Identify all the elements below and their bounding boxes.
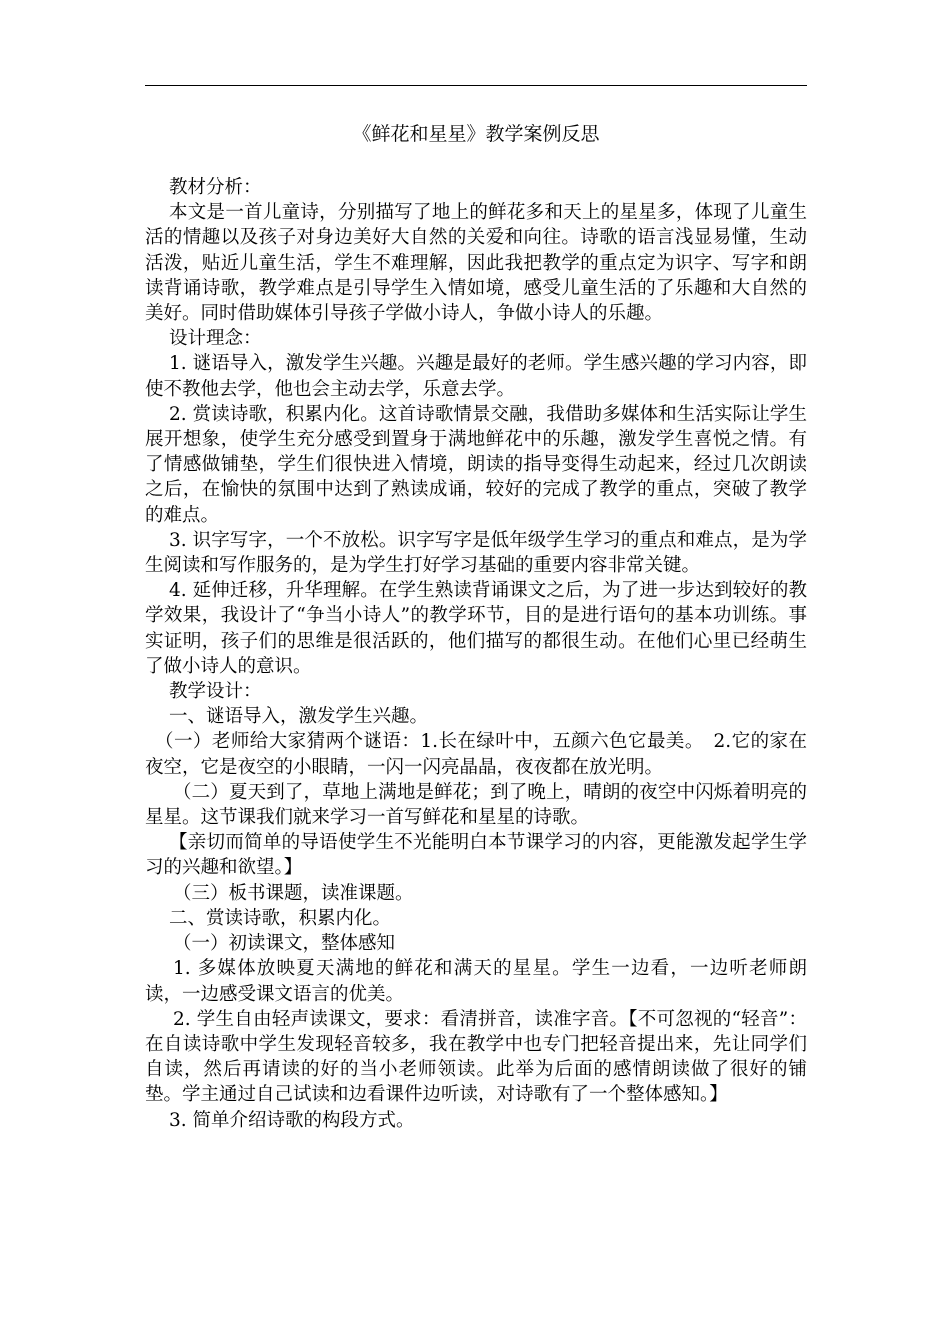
subheading-riddle-intro: 一、谜语导入，激发学生兴趣。 [169,706,429,728]
paragraph-step-3: 3. 简单介绍诗歌的构段方式。 [169,1109,415,1131]
document-title: 《鲜花和星星》教学案例反思 [352,123,600,145]
section-heading-material-analysis: 教材分析： [169,177,262,198]
header-rule [145,85,807,86]
paragraph-step-2: 2. 学生自由轻声读课文，要求：看清拼音，读准字音。【不可忽视的“轻音”：在自读诗歌中学生发现轻音较多，我在教学中也专门把轻音提出来，先让同学们自读，然后再请读的好的当小老师领读。此举为后面的感情朗读做了很好的铺垫。学主通过自己试读和边看课件边听读，对诗歌有了一个整体感知。】 [145,1008,807,1106]
subheading-first-reading: （一）初读课文，整体感知 [173,933,396,955]
document-body [145,175,807,1133]
paragraph-material-analysis: 本文是一首儿童诗，分别描写了地上的鲜花多和天上的星星多，体现了儿童生活的情趣以及孩子对身边美好大自然的关爱和向往。诗歌的语言浅显易懂，生动活泼，贴近儿童生活，学生不难理解，因此我把教学的重点定为识字、写字和朗读背诵诗歌，教学难点是引导学生入情如境，感受儿童生活的了乐趣和大自然的美好。同时借助媒体引导孩子学做小诗人，争做小诗人的乐趣。 [145,202,807,325]
paragraph-concept-1: 1. 谜语导入，激发学生兴趣。兴趣是最好的老师。学生感兴趣的学习内容，即使不教他去学，他也会主动去学，乐意去学。 [145,353,807,400]
section-heading-teaching-design: 教学设计： [169,681,262,703]
paragraph-concept-2: 2. 赏读诗歌，积累内化。这首诗歌情景交融，我借助多媒体和生活实际让学生展开想象，使学生充分感受到置身于满地鲜花中的乐趣，激发学生喜悦之情。有了情感做铺垫，学生们很快进入情境，朗读的指导变得生动起来，经过几次朗读之后，在愉快的氛围中达到了熟读成诵，较好的完成了教学的重点，突破了教学的难点。 [145,403,807,526]
section-heading-design-concept: 设计理念： [169,328,262,350]
paragraph-concept-4: 4. 延伸迁移，升华理解。在学生熟读背诵课文之后，为了进一步达到较好的教学效果，我设计了“争当小诗人”的教学环节，目的是进行语句的基本功训练。事实证明，孩子们的思维是很活跃的，他们描写的都很生动。在他们心里已经萌生了做小诗人的意识。 [145,580,807,677]
paragraph-summer-intro: （二）夏天到了，草地上满地是鲜花；到了晚上，晴朗的夜空中闪烁着明亮的星星。这节课我们就来学习一首写鲜花和星星的诗歌。 [145,781,807,829]
subheading-appreciate-poem: 二、赏读诗歌，积累内化。 [169,907,392,929]
paragraph-riddles: （一）老师给大家猜两个谜语：1.长在绿叶中，五颜六色它最美。 2.它的家在夜空，它是夜空的小眼睛，一闪一闪亮晶晶，夜夜都在放光明。 [145,731,807,778]
paragraph-step-1: 1. 多媒体放映夏天满地的鲜花和满天的星星。学生一边看，一边听老师朗读，一边感受课文语言的优美。 [145,958,807,1005]
paragraph-concept-3: 3. 识字写字，一个不放松。识字写字是低年级学生学习的重点和难点，是为学生阅读和写作服务的，是为学生打好学习基础的重要内容非常关键。 [145,529,807,577]
paragraph-commentary-intro: 【亲切而简单的导语使学生不光能明白本节课学习的内容，更能激发起学生学习的兴趣和欲望。】 [145,832,807,879]
paragraph-board-title: （三）板书课题，读准课题。 [173,882,414,904]
